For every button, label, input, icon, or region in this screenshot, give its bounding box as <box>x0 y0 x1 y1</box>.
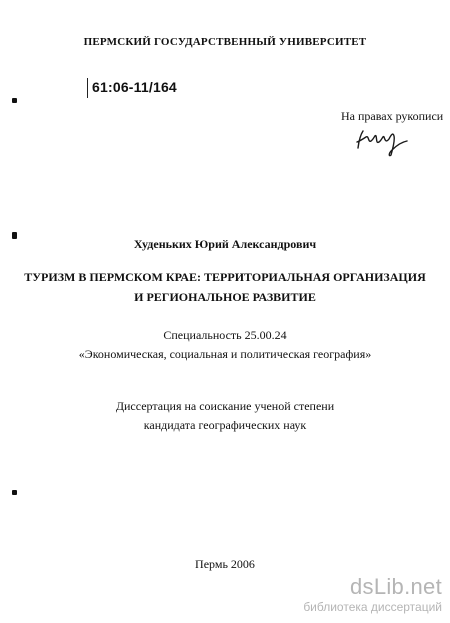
city-year: Пермь 2006 <box>195 557 255 571</box>
degree-block <box>0 397 450 435</box>
scan-mark-top <box>12 98 17 103</box>
dissertation-title <box>0 267 450 307</box>
watermark-subtitle: библиотека диссертаций <box>303 600 442 614</box>
watermark-logo: dsLib.net <box>350 574 442 599</box>
degree-line-2: кандидата географических наук <box>143 418 307 432</box>
watermark <box>270 574 445 620</box>
degree-line-1: Диссертация на соискание ученой степени <box>115 399 335 413</box>
specialty-name: «Экономическая, социальная и политическая география» <box>78 347 372 361</box>
signature-icon <box>355 124 410 158</box>
title-line-1: ТУРИЗМ В ПЕРМСКОМ КРАЕ: ТЕРРИТОРИАЛЬНАЯ ОРГАНИЗАЦИЯ <box>24 270 426 284</box>
university-name: ПЕРМСКИЙ ГОСУДАРСТВЕННЫЙ УНИВЕРСИТЕТ <box>83 36 367 48</box>
stamp-bracket <box>87 78 88 98</box>
title-line-2: И РЕГИОНАЛЬНОЕ РАЗВИТИЕ <box>134 290 316 304</box>
specialty-code: Специальность 25.00.24 <box>163 328 287 342</box>
author-name: Худеньких Юрий Александрович <box>133 237 317 251</box>
manuscript-rights-label: На правах рукописи <box>341 109 444 123</box>
library-stamp-code: 61:06-11/164 <box>92 79 177 95</box>
specialty-block <box>0 326 450 364</box>
scan-mark-bottom <box>12 490 17 495</box>
